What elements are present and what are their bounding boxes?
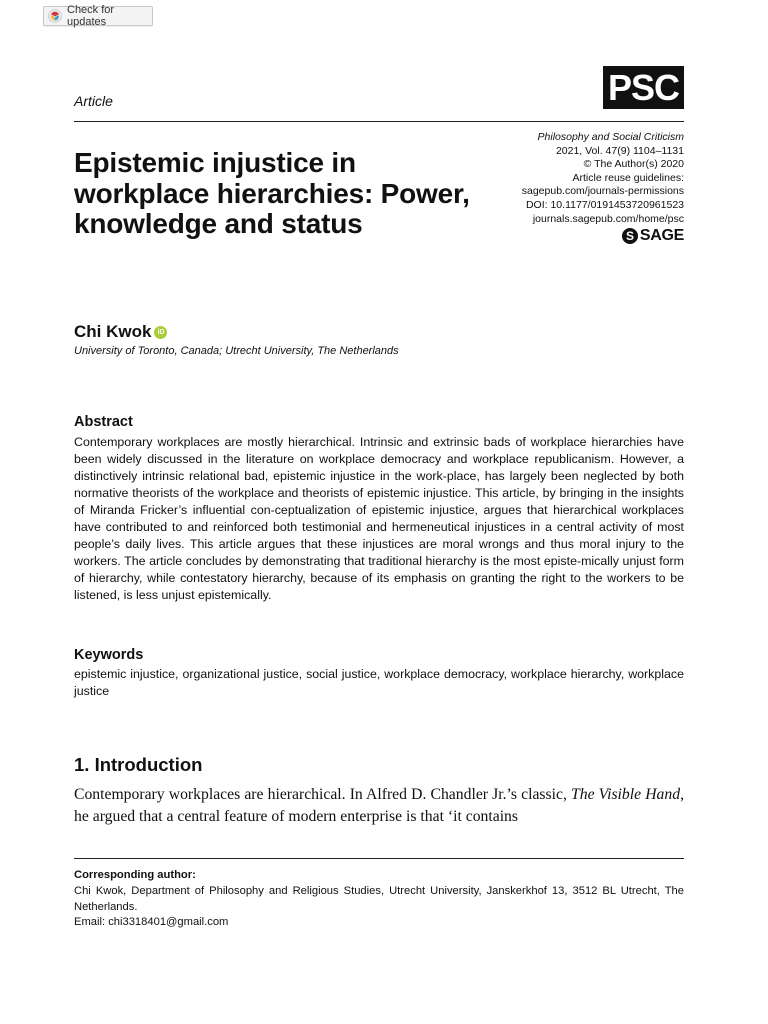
keywords-text: epistemic injustice, organizational justice, social justice, workplace democracy, workplace hierarchy, workplace justice [74, 667, 684, 698]
sage-s-icon: S [622, 228, 638, 244]
header-divider [74, 121, 684, 122]
introduction-paragraph [74, 784, 684, 828]
article-title: Epistemic injustice in workplace hierarchies: Power, knowledge and status [74, 147, 470, 239]
introduction-heading: 1. Introduction [74, 754, 203, 775]
intro-text-part1: Contemporary workplaces are hierarchical. In Alfred D. Chandler Jr.’s classic, [74, 786, 571, 803]
copyright-line: © The Author(s) 2020 [583, 158, 684, 171]
orcid-icon[interactable]: iD [154, 326, 167, 339]
corresponding-author-heading: Corresponding author: [74, 869, 196, 881]
journal-logo: PSC [603, 66, 684, 109]
intro-text-part2: , he argued that a central feature of modern enterprise is that ‘it contains [74, 786, 684, 825]
corresponding-author-address: Chi Kwok, Department of Philosophy and Religious Studies, Utrecht University, Janskerkhof 13, 3512 BL Utrecht, The Netherlands. [74, 885, 684, 913]
keywords-heading: Keywords [74, 647, 144, 663]
abstract-heading: Abstract [74, 414, 133, 430]
reuse-guidelines-label: Article reuse guidelines: [572, 171, 684, 184]
intro-book-title: The Visible Hand [571, 786, 681, 803]
author-block [74, 322, 167, 342]
footnote-divider [74, 858, 684, 859]
check-for-updates-label: Check for updates [67, 4, 115, 28]
check-for-updates-button[interactable] [43, 6, 153, 26]
publisher-logo-text: SAGE [639, 227, 684, 244]
publisher-logo [622, 227, 684, 245]
journal-info [522, 131, 684, 226]
crossmark-icon [48, 9, 62, 23]
journal-homepage-link[interactable]: journals.sagepub.com/home/psc [532, 212, 684, 225]
journal-name: Philosophy and Social Criticism [537, 131, 684, 143]
corresponding-author-email[interactable]: Email: chi3318401@gmail.com [74, 916, 229, 928]
doi-link[interactable]: DOI: 10.1177/0191453720961523 [525, 198, 684, 211]
journal-volume: 2021, Vol. 47(9) 1104–1131 [555, 144, 684, 157]
permissions-link[interactable]: sagepub.com/journals-permissions [521, 185, 684, 198]
author-affiliation: University of Toronto, Canada; Utrecht University, The Netherlands [74, 345, 399, 357]
author-name: Chi Kwok [74, 322, 152, 341]
article-type-label: Article [74, 93, 113, 109]
abstract-text: Contemporary workplaces are mostly hierarchical. Intrinsic and extrinsic bads of workplace hierarchies have been widely discussed in the literature on workplace democracy and workplace republicanism. However, a distinctively intrinsic relational bad, epistemic injustice in the work-place, has largely been neglected by both normative theorists of the workplace and theorists of epistemic injustice. This article, by bringing in the insights of Miranda Fricker’s influential con-ceptualization of epistemic injustice, argues that hierarchical workplaces have contributed to and reinforced both testimonial and hermeneutical injustices in a central activity of most people’s daily lives. This article argues that these injustices are moral wrongs and thus moral injury to the workers. The article concludes by demonstrating that traditional hierarchy is the most episte-mically unjust form of hierarchy, while contestatory hierarchy, because of its emphasis on granting the right to the workers to be listened, is less unjust epistemically. [74, 435, 684, 602]
